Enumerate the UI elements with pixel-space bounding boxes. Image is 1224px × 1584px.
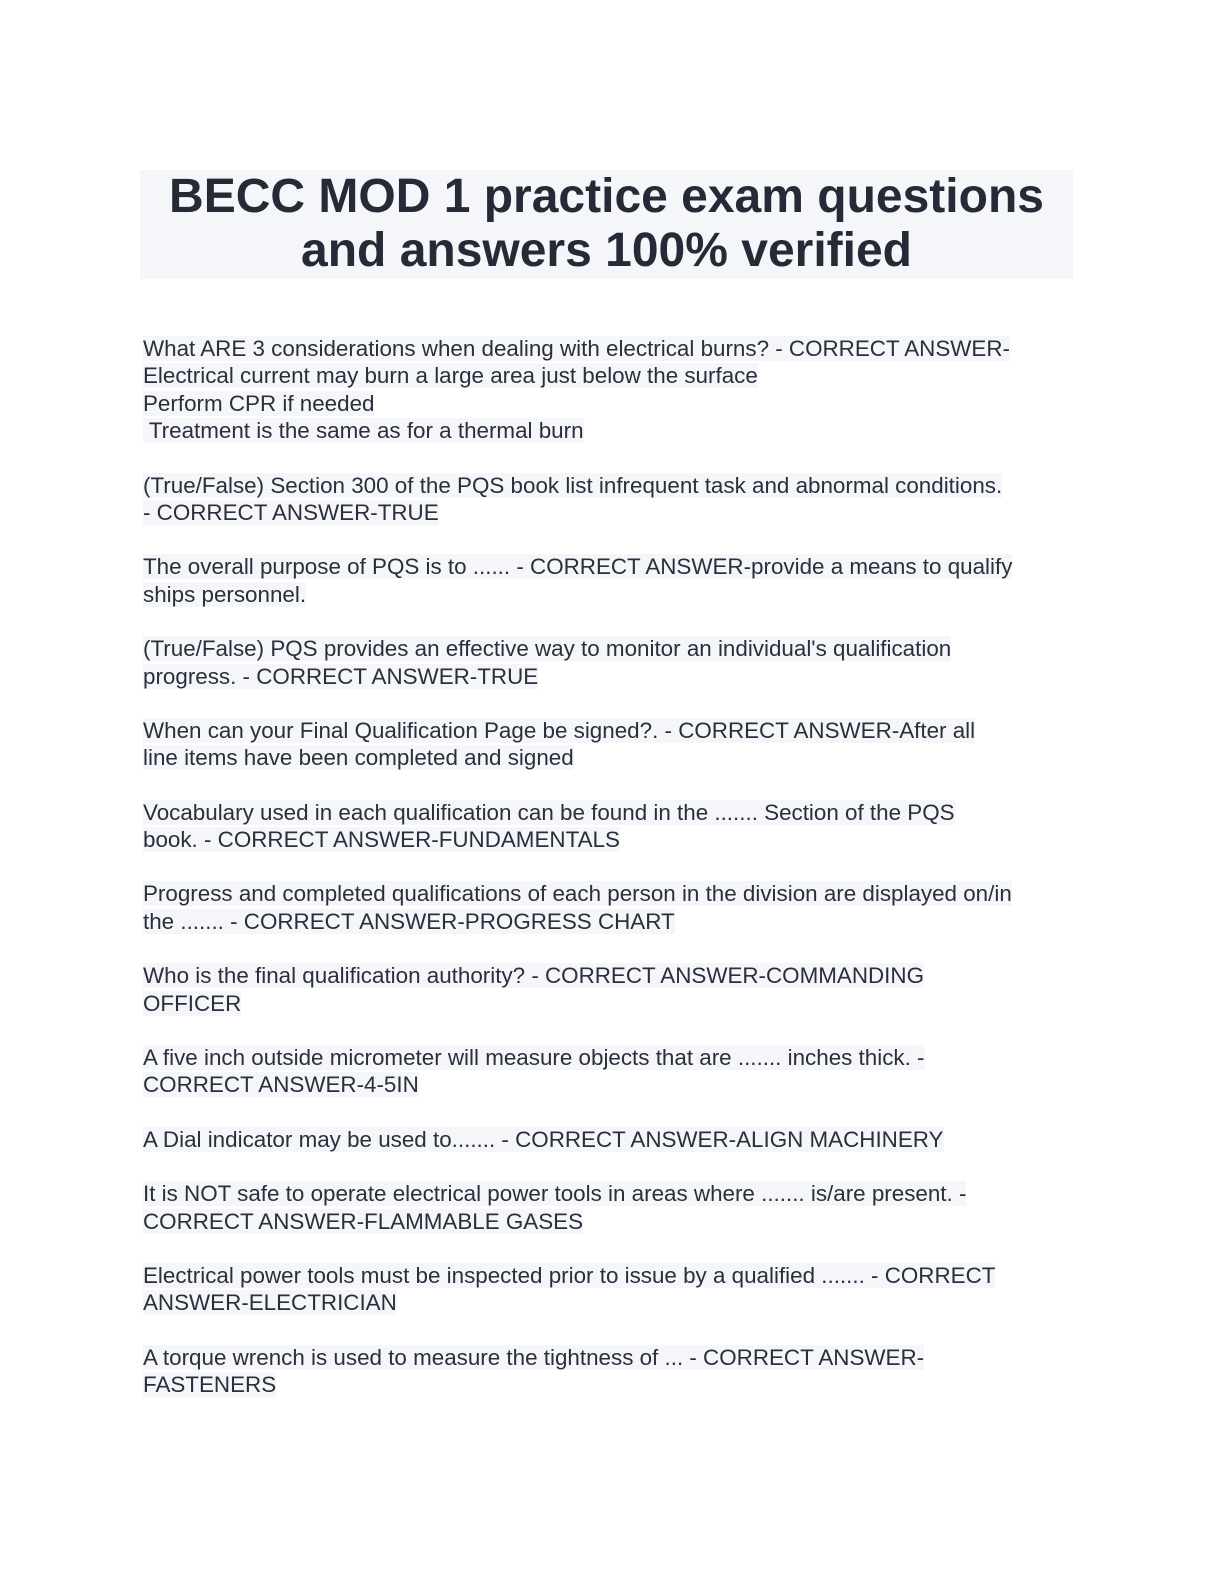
qa-spacer (143, 608, 1078, 635)
qa-line (143, 717, 1078, 744)
qa-line-text: When can your Final Qualification Page be signed?. - CORRECT ANSWER-After all (143, 717, 976, 743)
qa-line-text: Who is the final qualification authority? - CORRECT ANSWER-COMMANDING (143, 963, 924, 989)
qa-line (143, 417, 1078, 444)
qa-line-text: Vocabulary used in each qualification can be found in the ....... Section of the PQS (143, 799, 955, 825)
qa-line (143, 990, 1078, 1017)
qa-line-text: OFFICER (143, 990, 242, 1016)
qa-line (143, 499, 1078, 526)
qa-line-text: Electrical power tools must be inspected prior to issue by a qualified ....... - CORRECT (143, 1262, 996, 1288)
qa-spacer (143, 690, 1078, 717)
qa-line (143, 1044, 1078, 1071)
qa-item (143, 1180, 1078, 1235)
qa-line-text: Electrical current may burn a large area just below the surface (143, 363, 758, 389)
qa-spacer (143, 853, 1078, 880)
qa-item (143, 1126, 1078, 1153)
qa-line-text: The overall purpose of PQS is to ...... - CORRECT ANSWER-provide a means to qualify (143, 554, 1013, 580)
qa-line-text: the ....... - CORRECT ANSWER-PROGRESS CHART (143, 908, 675, 934)
qa-line (143, 472, 1078, 499)
qa-spacer (143, 1317, 1078, 1344)
qa-line-text: Treatment is the same as for a thermal burn (143, 418, 584, 444)
qa-item (143, 1262, 1078, 1317)
qa-spacer (143, 935, 1078, 962)
qa-line-text: progress. - CORRECT ANSWER-TRUE (143, 663, 539, 689)
qa-line-text: A torque wrench is used to measure the tightness of ... - CORRECT ANSWER- (143, 1344, 925, 1370)
qa-spacer (143, 445, 1078, 472)
qa-item (143, 1344, 1078, 1399)
qa-line-text: A five inch outside micrometer will measure objects that are ....... inches thick. - (143, 1045, 925, 1071)
qa-line (143, 1344, 1078, 1371)
qa-line-text: Progress and completed qualifications of each person in the division are displayed on/in (143, 881, 1012, 907)
qa-spacer (143, 1017, 1078, 1044)
qa-item (143, 553, 1078, 608)
qa-line-text: book. - CORRECT ANSWER-FUNDAMENTALS (143, 827, 620, 853)
page-title-line-1: BECC MOD 1 practice exam questions (169, 170, 1044, 223)
qa-line-text: CORRECT ANSWER-FLAMMABLE GASES (143, 1208, 584, 1234)
qa-item (143, 717, 1078, 772)
qa-item (143, 880, 1078, 935)
qa-line-text: FASTENERS (143, 1372, 277, 1398)
qa-line (143, 635, 1078, 662)
qa-line (143, 1262, 1078, 1289)
title-block (140, 170, 1073, 279)
qa-line-text: A Dial indicator may be used to....... - CORRECT ANSWER-ALIGN MACHINERY (143, 1126, 944, 1152)
qa-line (143, 744, 1078, 771)
qa-line (143, 908, 1078, 935)
qa-item (143, 335, 1078, 445)
qa-spacer (143, 1235, 1078, 1262)
qa-line-text: CORRECT ANSWER-4-5IN (143, 1072, 419, 1098)
qa-line (143, 1180, 1078, 1207)
qa-spacer (143, 1153, 1078, 1180)
qa-line (143, 553, 1078, 580)
qa-line (143, 962, 1078, 989)
qa-line (143, 663, 1078, 690)
qa-line-text: Perform CPR if needed (143, 390, 375, 416)
qa-spacer (143, 772, 1078, 799)
qa-line-text: line items have been completed and signed (143, 745, 574, 771)
qa-line (143, 1371, 1078, 1398)
qa-line-text: (True/False) Section 300 of the PQS book list infrequent task and abnormal conditions. (143, 472, 1003, 498)
qa-line-text: ships personnel. (143, 581, 307, 607)
qa-line-text: ANSWER-ELECTRICIAN (143, 1290, 397, 1316)
qa-line (143, 1126, 1078, 1153)
qa-line-text: (True/False) PQS provides an effective way to monitor an individual's qualification (143, 636, 952, 662)
qa-item (143, 799, 1078, 854)
qa-item (143, 962, 1078, 1017)
qa-line (143, 826, 1078, 853)
qa-line (143, 880, 1078, 907)
qa-item (143, 635, 1078, 690)
qa-line-text: What ARE 3 considerations when dealing with electrical burns? - CORRECT ANSWER- (143, 336, 1010, 361)
qa-spacer (143, 1099, 1078, 1126)
qa-line (143, 335, 1078, 362)
qa-spacer (143, 526, 1078, 553)
qa-line (143, 1289, 1078, 1316)
qa-line (143, 1208, 1078, 1235)
qa-line (143, 362, 1078, 389)
qa-line (143, 390, 1078, 417)
qa-line-text: - CORRECT ANSWER-TRUE (143, 499, 439, 525)
qa-line (143, 581, 1078, 608)
qa-line (143, 799, 1078, 826)
page-title-line-2: and answers 100% verified (301, 224, 912, 277)
qa-line (143, 1071, 1078, 1098)
qa-list (143, 335, 1078, 1399)
qa-item (143, 1044, 1078, 1099)
qa-line-text: It is NOT safe to operate electrical power tools in areas where ....... is/are present. - (143, 1181, 967, 1207)
qa-item (143, 472, 1078, 527)
